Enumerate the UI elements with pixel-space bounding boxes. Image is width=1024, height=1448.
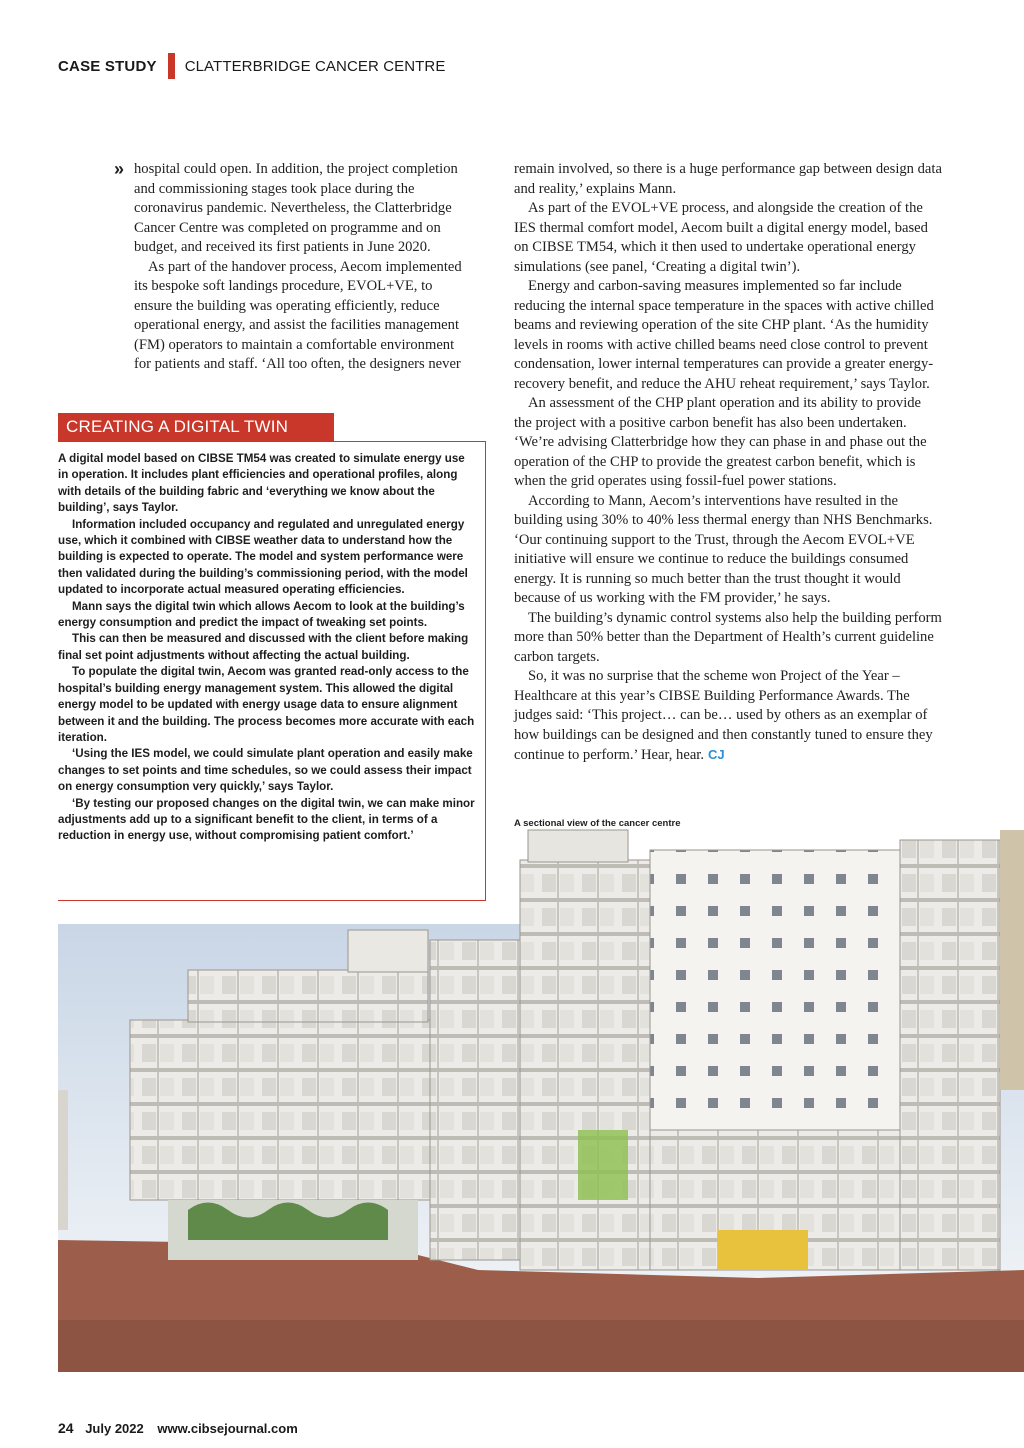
panel-paragraph: To populate the digital twin, Aecom was granted read-only access to the hospital’s building energy management system. This allowed the digital energy model to be updated with energy usage data to ensure alignment between it and the building. The process becomes more accurate with each iteration. [58, 665, 475, 744]
continuation-chevron-icon: » [114, 159, 125, 179]
body-paragraph: hospital could open. In addition, the project completion and commissioning stages took place during the coronavirus pandemic. Nevertheless, the Clatterbridge Cancer Centre was completed on programme and on budget, and received its first patients in June 2020. [134, 161, 458, 255]
body-paragraph: remain involved, so there is a huge performance gap between design data and reality,’ explains Mann. [514, 161, 942, 197]
final-paragraph-text: So, it was no surprise that the scheme won Project of the Year – Healthcare at this year’s CIBSE Building Performance Awards. The judges said: ‘This project… can be… used by others as an exemplar of how buildings can be designed and then constantly tuned to ensure they continue to perform.’ Hear, hear. [514, 668, 933, 763]
header-kicker: CASE STUDY [58, 57, 157, 75]
panel-paragraph: Information included occupancy and regulated and unregulated energy use, which it combined with CIBSE weather data to understand how the building is expected to operate. The model and system performance were then validated during the building’s commissioning period, with the model updated to incorporate actual measured operating efficiencies. [58, 517, 468, 597]
page-header [58, 52, 445, 80]
panel-paragraph: ‘By testing our proposed changes on the digital twin, we can make minor adjustments add up to a significant benefit to the client, in terms of a reduction in energy use, without compromising patient comfort.’ [58, 796, 475, 843]
body-paragraph: According to Mann, Aecom’s interventions have resulted in the building using 30% to 40% less thermal energy than NHS Benchmarks. ‘Our continuing support to the Trust, through the Aecom EVOL+VE initiative will ensure we continue to reduce the buildings consumed energy. It is running so much better than the trust thought it would because of us working with the FM provider,’ he says. [514, 492, 933, 606]
body-paragraph: An assessment of the CHP plant operation and its ability to provide the project with a positive carbon benefit has also been undertaken. ‘We’re advising Clatterbridge how they can phase in and phase out the operation of the CHP to provide the greatest carbon benefit, which is when the grid operates using fossil-fuel power stations. [514, 395, 927, 489]
body-paragraph: As part of the EVOL+VE process, and alongside the creation of the IES thermal comfort model, Aecom built a digital energy model, based on CIBSE TM54, which it then used to undertake operational energy simulations (see panel, ‘Creating a digital twin’). [514, 200, 928, 275]
right-text-column [514, 160, 942, 766]
panel-paragraph: This can then be measured and discussed with the client before making final set point adjustments without affecting the actual building. [58, 632, 469, 662]
panel-paragraph: Mann says the digital twin which allows Aecom to look at the building’s energy consumption and predict the impact of tweaking set points. [58, 599, 465, 630]
panel-paragraph: ‘Using the IES model, we could simulate plant operation and easily make changes to set points and time schedules, so we could assess their impact on energy consumption very quickly,’ says Taylor. [58, 747, 473, 794]
panel-title: CREATING A DIGITAL TWIN [58, 413, 334, 441]
page-number: 24 [58, 1420, 74, 1436]
panel-paragraph: A digital model based on CIBSE TM54 was created to simulate energy use in operation. It includes plant efficiencies and operational profiles, along with details of the building fabric and ‘everything we know about the building’, says Taylor. [58, 452, 465, 515]
body-paragraph: Energy and carbon-saving measures implemented so far include reducing the internal space temperature in the spaces with active chilled beams and reviewing operation of the site CHP plant. ‘As the humidity levels in rooms with active chilled beams need close control to prevent condensation, lower internal temperatures can provide a greater energy-recovery benefit, and reduce the AHU reheat requirement,’ says Taylor. [514, 278, 934, 392]
body-paragraph [514, 667, 942, 766]
left-text-column [134, 160, 474, 375]
body-paragraph: As part of the handover process, Aecom implemented its bespoke soft landings procedure, EVOL+VE, to ensure the building was operating efficiently, reduce operational energy, and assist the facilities management (FM) operators to maintain a comfortable environment for patients and staff. ‘All too often, the designers never [134, 258, 462, 372]
figure-caption: A sectional view of the cancer centre [514, 818, 681, 829]
issue-date: July 2022 [85, 1421, 144, 1436]
header-section-title: CLATTERBRIDGE CANCER CENTRE [184, 57, 446, 75]
panel-body [58, 451, 476, 845]
header-divider-bar [168, 53, 175, 79]
website-link[interactable]: www.cibsejournal.com [157, 1421, 298, 1436]
body-paragraph: The building’s dynamic control systems also help the building perform more than 50% better than the Department of Health’s current guideline carbon targets. [514, 609, 942, 665]
page-footer [58, 1420, 298, 1436]
author-signoff: CJ [708, 747, 725, 762]
